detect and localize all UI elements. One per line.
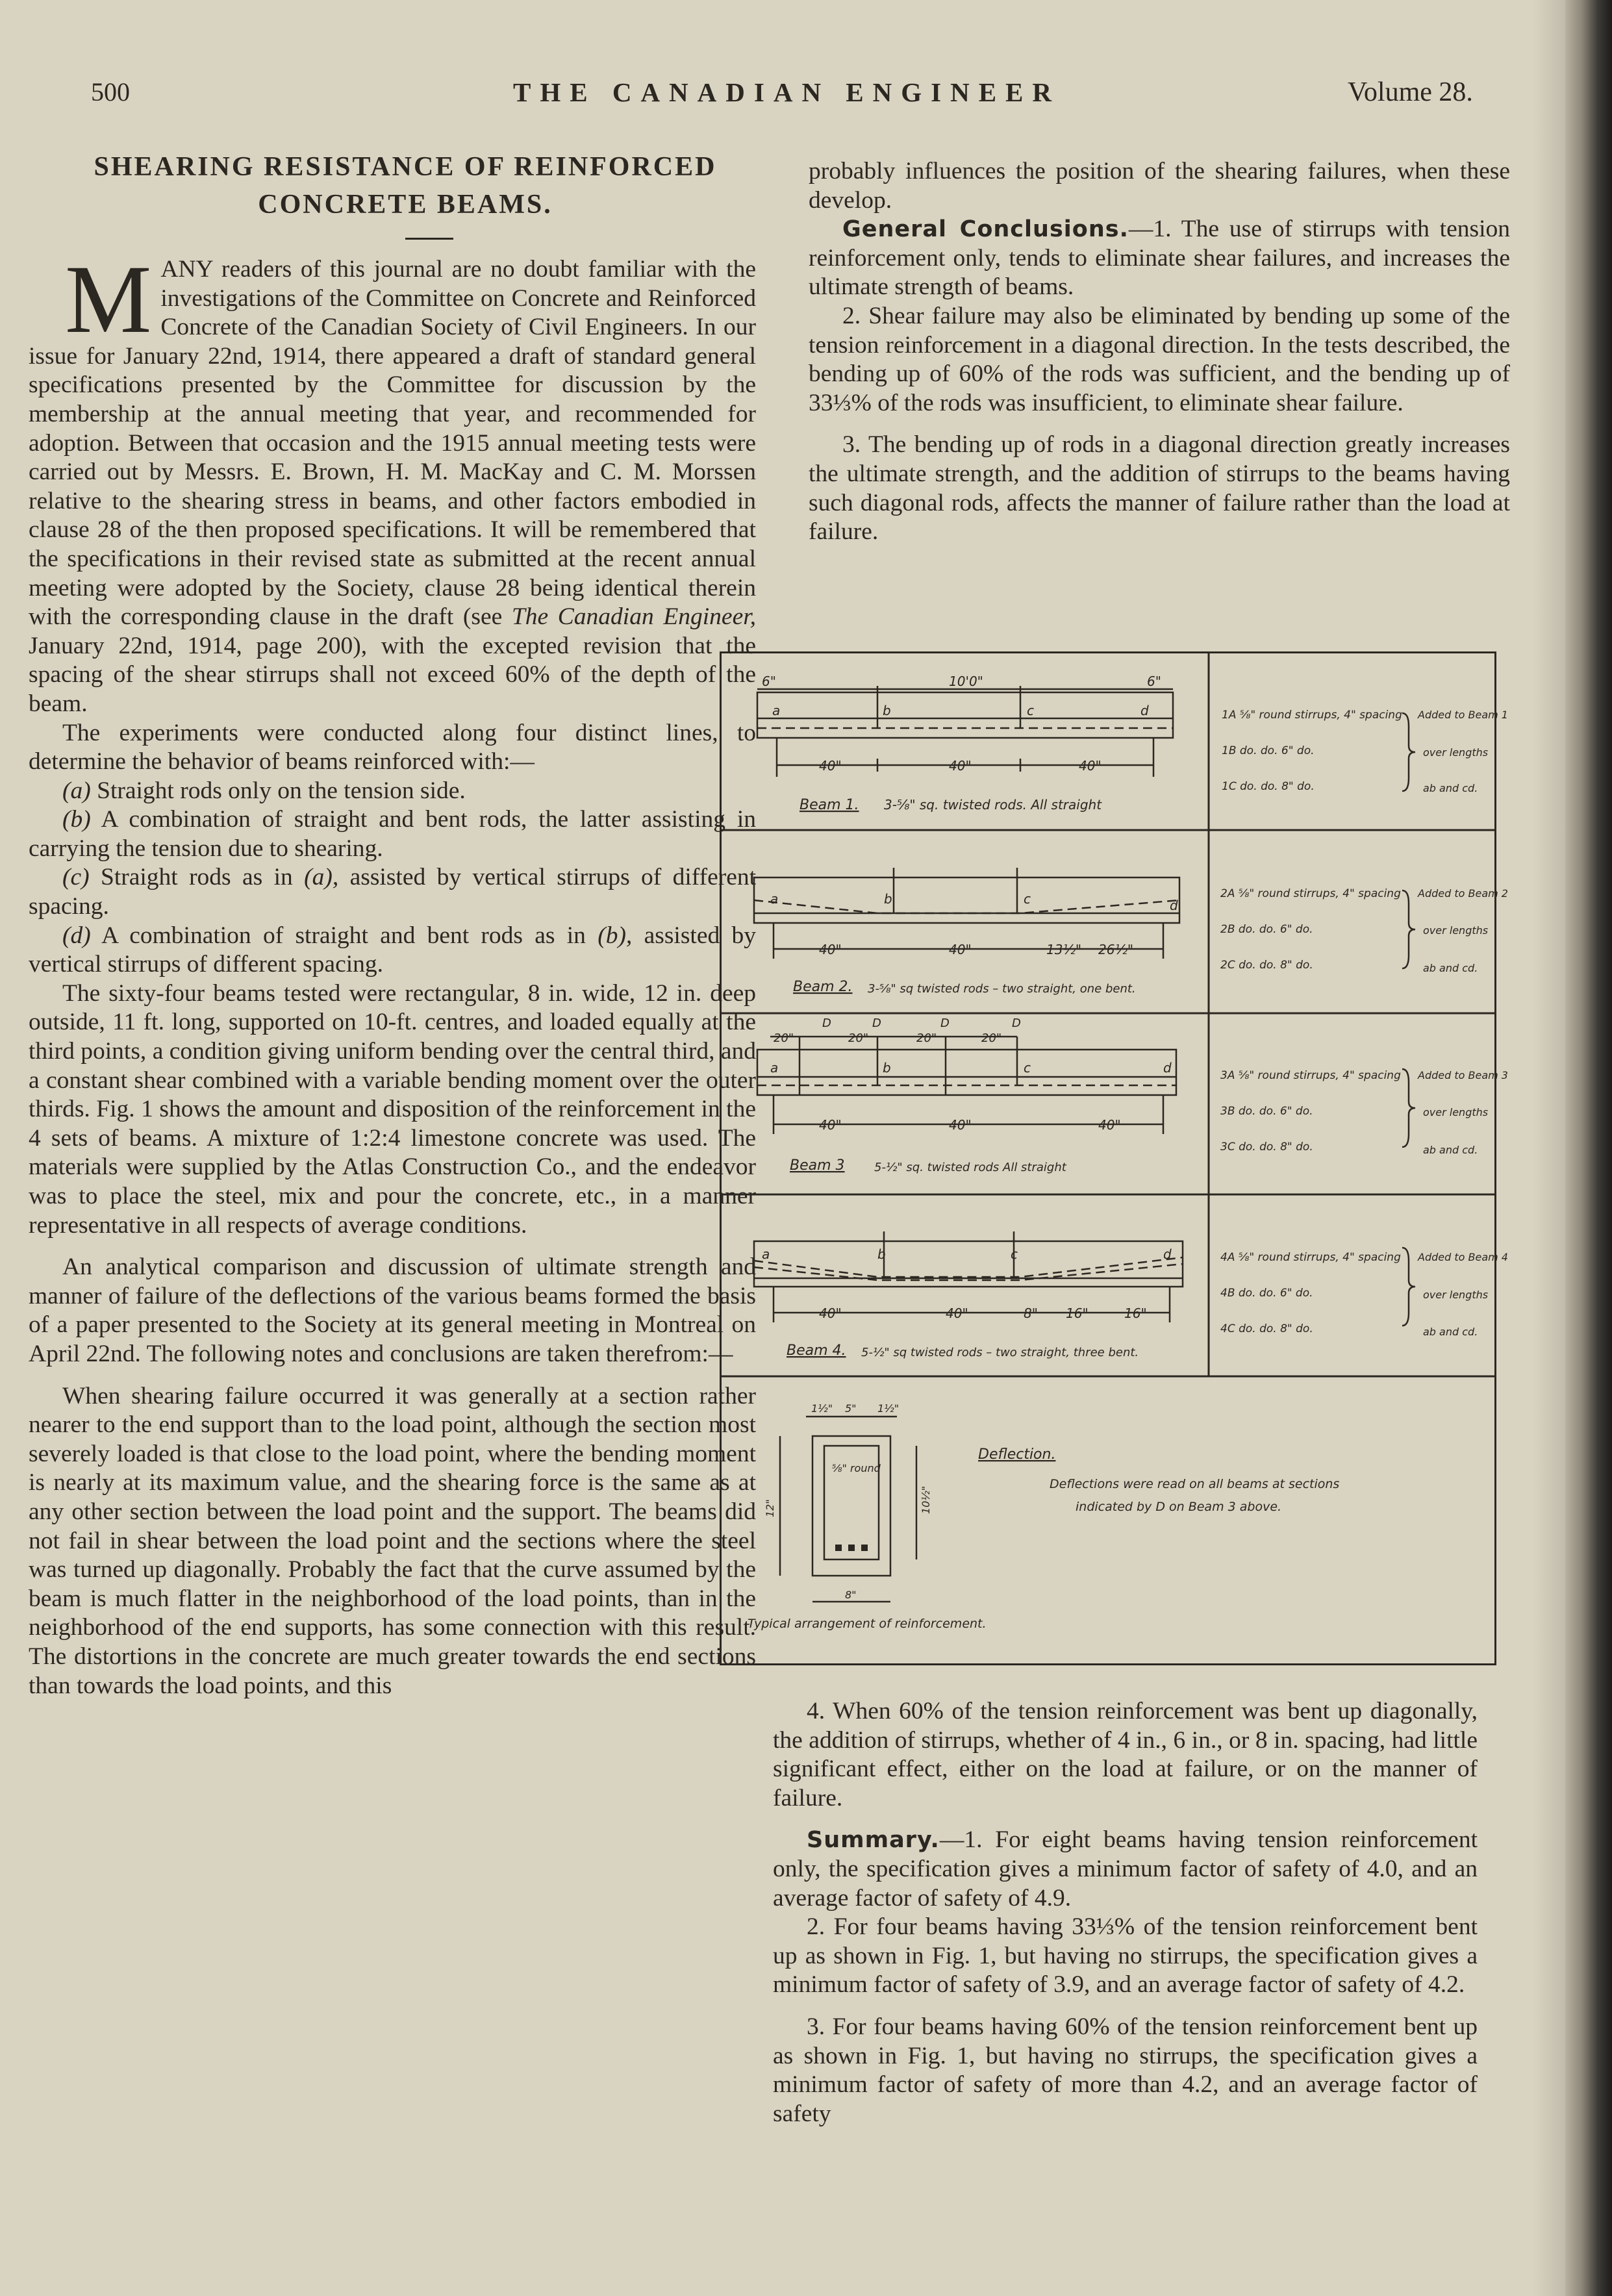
beam3-legend-ab: ab and cd. bbox=[1423, 1144, 1478, 1156]
beam4-span-3: 8" bbox=[1024, 1306, 1038, 1321]
beam1-caption-desc: 3-⅝" sq. twisted rods. All straight bbox=[884, 797, 1102, 813]
title-line-1: SHEARING RESISTANCE OF REINFORCED bbox=[94, 152, 717, 182]
general-conclusion-2: 2. Shear failure may also be eliminated by bending up some of the tension reinforcement in a diagonal direction. In the tests described, the bending up of 60% of the rods was sufficient, and the bending up of 33⅓% of the rods was insufficient, to eliminate shear failure. bbox=[809, 302, 1510, 416]
figure-drawing bbox=[722, 653, 1508, 1663]
beam3-dim-2: 20" bbox=[848, 1031, 869, 1045]
beam2-span-4: 26½" bbox=[1098, 942, 1134, 957]
analytical-paragraph: An analytical comparison and discussion of ultimate strength and manner of failure of the deflections of the various beams formed the basis of a paper presented to the Society at its general meeting in Montreal on April 22nd. The following notes and conclusions are taken therefrom:— bbox=[29, 1254, 756, 1367]
beam4-point-c: c bbox=[1011, 1246, 1018, 1262]
section-caption: Typical arrangement of reinforcement. bbox=[748, 1617, 987, 1631]
summary-3: 3. For four beams having 60% of the tension reinforcement bent up as shown in Fig. 1, but having no stirrups, the specification gives a minimum factor of safety of more than 4.2, and an average factor of safety bbox=[773, 2013, 1478, 2127]
journal-title: THE CANADIAN ENGINEER bbox=[513, 77, 1061, 107]
beam2-span-2: 40" bbox=[949, 942, 972, 957]
intro-paragraph bbox=[29, 246, 757, 719]
experiments-paragraph: The experiments were conducted along four distinct lines, to determine the behavior of beams reinforced with:— bbox=[29, 719, 756, 776]
book-spine bbox=[1565, 0, 1612, 2296]
section-dim-4: 12" bbox=[764, 1499, 776, 1517]
intro-end: January 22nd, 1914, page 200), with the excepted revision that the spacing of the shear stirrups shall not exceed 60% of the depth of the beam. bbox=[29, 632, 756, 717]
beam3-span-2: 40" bbox=[949, 1117, 972, 1133]
section-dim-3: 1½" bbox=[877, 1402, 900, 1415]
general-conclusion-4: 4. When 60% of the tension reinforcement was bent up diagonally, the addition of stirrups, whether of 4 in., 6 in., or 8 in. spacing, had little significant effect, either on the load at failure, or on the manner of failure. bbox=[773, 1698, 1478, 1811]
beam1-legend-1: 1A ⅝" round stirrups, 4" spacing bbox=[1222, 709, 1402, 722]
beam4-point-d: d bbox=[1163, 1246, 1172, 1262]
beam4-point-b: b bbox=[877, 1246, 886, 1262]
beam3-deflection-d3: D bbox=[940, 1016, 950, 1030]
beam3-point-d: d bbox=[1163, 1060, 1172, 1076]
beam3-point-c: c bbox=[1024, 1060, 1031, 1076]
beam4-span-4: 16" bbox=[1066, 1306, 1089, 1321]
beam2-point-b: b bbox=[884, 891, 892, 907]
beam1-point-b: b bbox=[883, 703, 891, 718]
beam1-point-c: c bbox=[1027, 703, 1034, 718]
beam3-deflection-d1: D bbox=[822, 1016, 831, 1030]
beam4-legend-1: 4A ⅝" round stirrups, 4" spacing bbox=[1220, 1251, 1401, 1264]
list-text-c-post: assisted by vertical stirrups of different spacing. bbox=[29, 864, 757, 920]
section-dim-5: 10½" bbox=[920, 1485, 932, 1514]
beam2-point-c: c bbox=[1024, 891, 1031, 907]
list-label-d: (d) bbox=[62, 922, 91, 949]
gc1-text: —1. The use of stirrups with tension reinforcement only, tends to eliminate shear failures, and increases the ultimate strength of beams. bbox=[809, 216, 1511, 301]
volume-label: Volume 28. bbox=[1348, 77, 1473, 107]
list-item-c bbox=[29, 863, 756, 921]
beam3-legend-1: 3A ⅝" round stirrups, 4" spacing bbox=[1220, 1069, 1401, 1082]
right-column-bottom bbox=[773, 1697, 1478, 2128]
beam1-legend-over: over lengths bbox=[1423, 746, 1489, 759]
beam3-span-3: 40" bbox=[1098, 1117, 1121, 1133]
list-text-a: Straight rods only on the tension side. bbox=[97, 777, 466, 804]
beam3-dim-1: 20" bbox=[774, 1031, 794, 1045]
deflection-text-2: indicated by D on Beam 3 above. bbox=[1076, 1500, 1282, 1514]
list-item-b bbox=[29, 805, 756, 863]
beam1-span-3: 40" bbox=[1079, 758, 1102, 774]
general-conclusions-heading: General Conclusions. bbox=[842, 216, 1129, 243]
beam1-point-d: d bbox=[1140, 703, 1149, 718]
beam3-caption-desc: 5-½" sq. twisted rods All straight bbox=[874, 1161, 1066, 1174]
beam2-legend-over: over lengths bbox=[1423, 924, 1489, 937]
list-item-a bbox=[29, 777, 756, 806]
beam4-legend-3: 4C do. do. 8" do. bbox=[1220, 1322, 1313, 1335]
list-item-d bbox=[29, 922, 756, 979]
beam1-caption-name: Beam 1. bbox=[800, 797, 859, 813]
summary-1-text: —1. For eight beams having tension reinforcement only, the specification gives a minimum factor of safety of 4.0, and an average factor of safety of 4.9. bbox=[773, 1826, 1478, 1911]
title-rule bbox=[405, 238, 453, 240]
beam1-dim-span: 10'0" bbox=[949, 674, 983, 689]
beam2-caption-name: Beam 2. bbox=[793, 979, 853, 995]
beam1-legend-ab: ab and cd. bbox=[1423, 782, 1478, 794]
beam1-legend-3: 1C do. do. 8" do. bbox=[1222, 780, 1315, 793]
beam3-dim-3: 20" bbox=[916, 1031, 937, 1045]
beam1-dim-left: 6" bbox=[762, 674, 776, 689]
beam2-legend-ab: ab and cd. bbox=[1423, 962, 1478, 974]
section-dim-1: 1½" bbox=[811, 1402, 833, 1415]
list-label-b: (b) bbox=[62, 806, 91, 833]
deflection-heading: Deflection. bbox=[978, 1446, 1056, 1463]
title-line-2: CONCRETE BEAMS. bbox=[258, 190, 553, 220]
beam3-deflection-d2: D bbox=[872, 1016, 881, 1030]
beam3-point-b: b bbox=[883, 1060, 891, 1076]
beam1-span-1: 40" bbox=[819, 758, 842, 774]
drop-cap: M bbox=[65, 246, 152, 353]
figure-1 bbox=[720, 651, 1508, 1665]
general-conclusion-1 bbox=[809, 215, 1510, 302]
beam3-legend-3: 3C do. do. 8" do. bbox=[1220, 1141, 1313, 1154]
shearing-paragraph: When shearing failure occurred it was generally at a section rather nearer to the end support than to the load point, although the section most severely loaded is that close to the load point, where the bending moment is nearly at its maximum value, and the shearing force is the same as at any other section between the load point and the support. The beams did not fail in shear between the load point and the sections where the steel was turned up diagonally. Probably the fact that the curve assumed by the beam is much flatter in the neighborhood of the load points, than in the neighborhood of the end supports, has some connection with this result. The distortions in the concrete are much greater towards the end sections than towards the load points, and this bbox=[29, 1382, 756, 1699]
beam2-span-3: 13½" bbox=[1046, 942, 1082, 957]
list-text-c-pre: Straight rods as in bbox=[100, 864, 293, 891]
beam1-legend-2: 1B do. do. 6" do. bbox=[1222, 744, 1315, 757]
beam4-legend-ab: ab and cd. bbox=[1423, 1326, 1478, 1338]
list-text-d-post: assisted by vertical stirrups of different spacing. bbox=[29, 922, 756, 978]
deflection-text-1: Deflections were read on all beams at sections bbox=[1050, 1477, 1340, 1491]
beam3-span-1: 40" bbox=[819, 1117, 842, 1133]
beam4-span-5: 16" bbox=[1124, 1306, 1147, 1321]
list-ref-c: (a), bbox=[304, 864, 339, 891]
list-text-b: A combination of straight and bent rods, the latter assisting in carrying the tension due to shearing. bbox=[29, 806, 756, 862]
beam4-legend-added: Added to Beam 4 bbox=[1418, 1251, 1508, 1263]
beam2-point-a: a bbox=[770, 891, 779, 907]
beam1-legend-added: Added to Beam 1 bbox=[1418, 709, 1508, 721]
list-text-d-pre: A combination of straight and bent rods as in bbox=[101, 922, 586, 949]
section-dim-2: 5" bbox=[845, 1402, 857, 1415]
list-label-c: (c) bbox=[62, 864, 90, 891]
probably-paragraph: probably influences the position of the shearing failures, when these develop. bbox=[809, 158, 1510, 214]
beam4-legend-2: 4B do. do. 6" do. bbox=[1220, 1287, 1313, 1300]
beam3-deflection-d4: D bbox=[1012, 1016, 1021, 1030]
right-column-top bbox=[809, 157, 1510, 547]
sixtyfour-paragraph: The sixty-four beams tested were rectangular, 8 in. wide, 12 in. deep outside, 11 ft. long, supported on 10-ft. centres, and loaded equally at the third points, a condition giving uniform bending over the central third, and a constant shear combined with a variable bending moment over the outer thirds. Fig. 1 shows the amount and disposition of the reinforcement in the 4 sets of beams. A mixture of 1:2:4 limestone concrete was used. The materials were supplied by the Atlas Construction Co., and the endeavor was to place the steel, mix and pour the concrete, etc., in a manner representative in all respects of average conditions. bbox=[29, 979, 756, 1239]
summary-heading: Summary. bbox=[807, 1827, 940, 1854]
left-column bbox=[29, 148, 756, 1700]
beam4-span-2: 40" bbox=[946, 1306, 968, 1321]
beam2-legend-added: Added to Beam 2 bbox=[1418, 887, 1508, 900]
beam1-span-2: 40" bbox=[949, 758, 972, 774]
general-conclusion-3: 3. The bending up of rods in a diagonal direction greatly increases the ultimate strength, and the addition of stirrups to the beams having such diagonal rods, affects the manner of failure rather than the load at failure. bbox=[809, 431, 1510, 546]
beam4-span-1: 40" bbox=[819, 1306, 842, 1321]
list-ref-d: (b), bbox=[598, 922, 633, 949]
beam1-dim-right: 6" bbox=[1147, 674, 1161, 689]
beam2-legend-1: 2A ⅝" round stirrups, 4" spacing bbox=[1220, 887, 1401, 900]
beam4-point-a: a bbox=[762, 1246, 770, 1262]
beam4-caption-name: Beam 4. bbox=[787, 1343, 846, 1359]
page-number: 500 bbox=[91, 77, 130, 107]
beam3-dim-4: 20" bbox=[981, 1031, 1002, 1045]
article-title bbox=[55, 148, 756, 223]
beam2-legend-2: 2B do. do. 6" do. bbox=[1220, 923, 1313, 936]
journal-citation: The Canadian Engineer, bbox=[511, 603, 757, 631]
beam3-point-a: a bbox=[770, 1060, 779, 1076]
beam2-point-d: d bbox=[1170, 898, 1178, 913]
intro-text: ANY readers of this journal are no doubt familiar with the investigations of the Committee on Concrete and Reinforced Concrete of the Canadian Society of Civil Engineers. In our issue for January 22nd, 1914, there appeared a draft of standard general specifications presented by the Committee for discussion by the membership at the annual meeting that year, and recommended for adoption. Between that occasion and the 1915 annual meeting tests were carried out by Messrs. E. Brown, H. M. MacKay and C. M. Morssen relative to the shearing stress in beams, and other factors embodied in clause 28 of the then proposed specifications. It will be remembered that the specifications in their revised state as submitted at the recent annual meeting were adopted by the Society, clause 28 being identical therein with the corresponding clause in the draft (see bbox=[29, 256, 756, 631]
beam3-legend-added: Added to Beam 3 bbox=[1418, 1069, 1508, 1081]
beam2-span-1: 40" bbox=[819, 942, 842, 957]
section-stirrup-label: ⅝" round bbox=[832, 1462, 881, 1474]
summary-2: 2. For four beams having 33⅓% of the tension reinforcement bent up as shown in Fig. 1, but having no stirrups, the specification gives a minimum factor of safety of 3.9, and an average factor of safety of 4.2. bbox=[773, 1913, 1478, 1999]
beam2-caption-desc: 3-⅝" sq twisted rods – two straight, one bent. bbox=[868, 982, 1136, 996]
summary-1 bbox=[773, 1826, 1478, 1913]
beam4-caption-desc: 5-½" sq twisted rods – two straight, three bent. bbox=[861, 1346, 1139, 1359]
beam1-point-a: a bbox=[772, 703, 781, 718]
beam2-legend-3: 2C do. do. 8" do. bbox=[1220, 959, 1313, 972]
beam3-caption-name: Beam 3 bbox=[790, 1157, 845, 1174]
beam4-legend-over: over lengths bbox=[1423, 1289, 1489, 1301]
list-label-a: (a) bbox=[62, 777, 91, 804]
beam3-legend-2: 3B do. do. 6" do. bbox=[1220, 1105, 1313, 1118]
section-dim-6: 8" bbox=[845, 1589, 857, 1601]
beam3-legend-over: over lengths bbox=[1423, 1106, 1489, 1118]
